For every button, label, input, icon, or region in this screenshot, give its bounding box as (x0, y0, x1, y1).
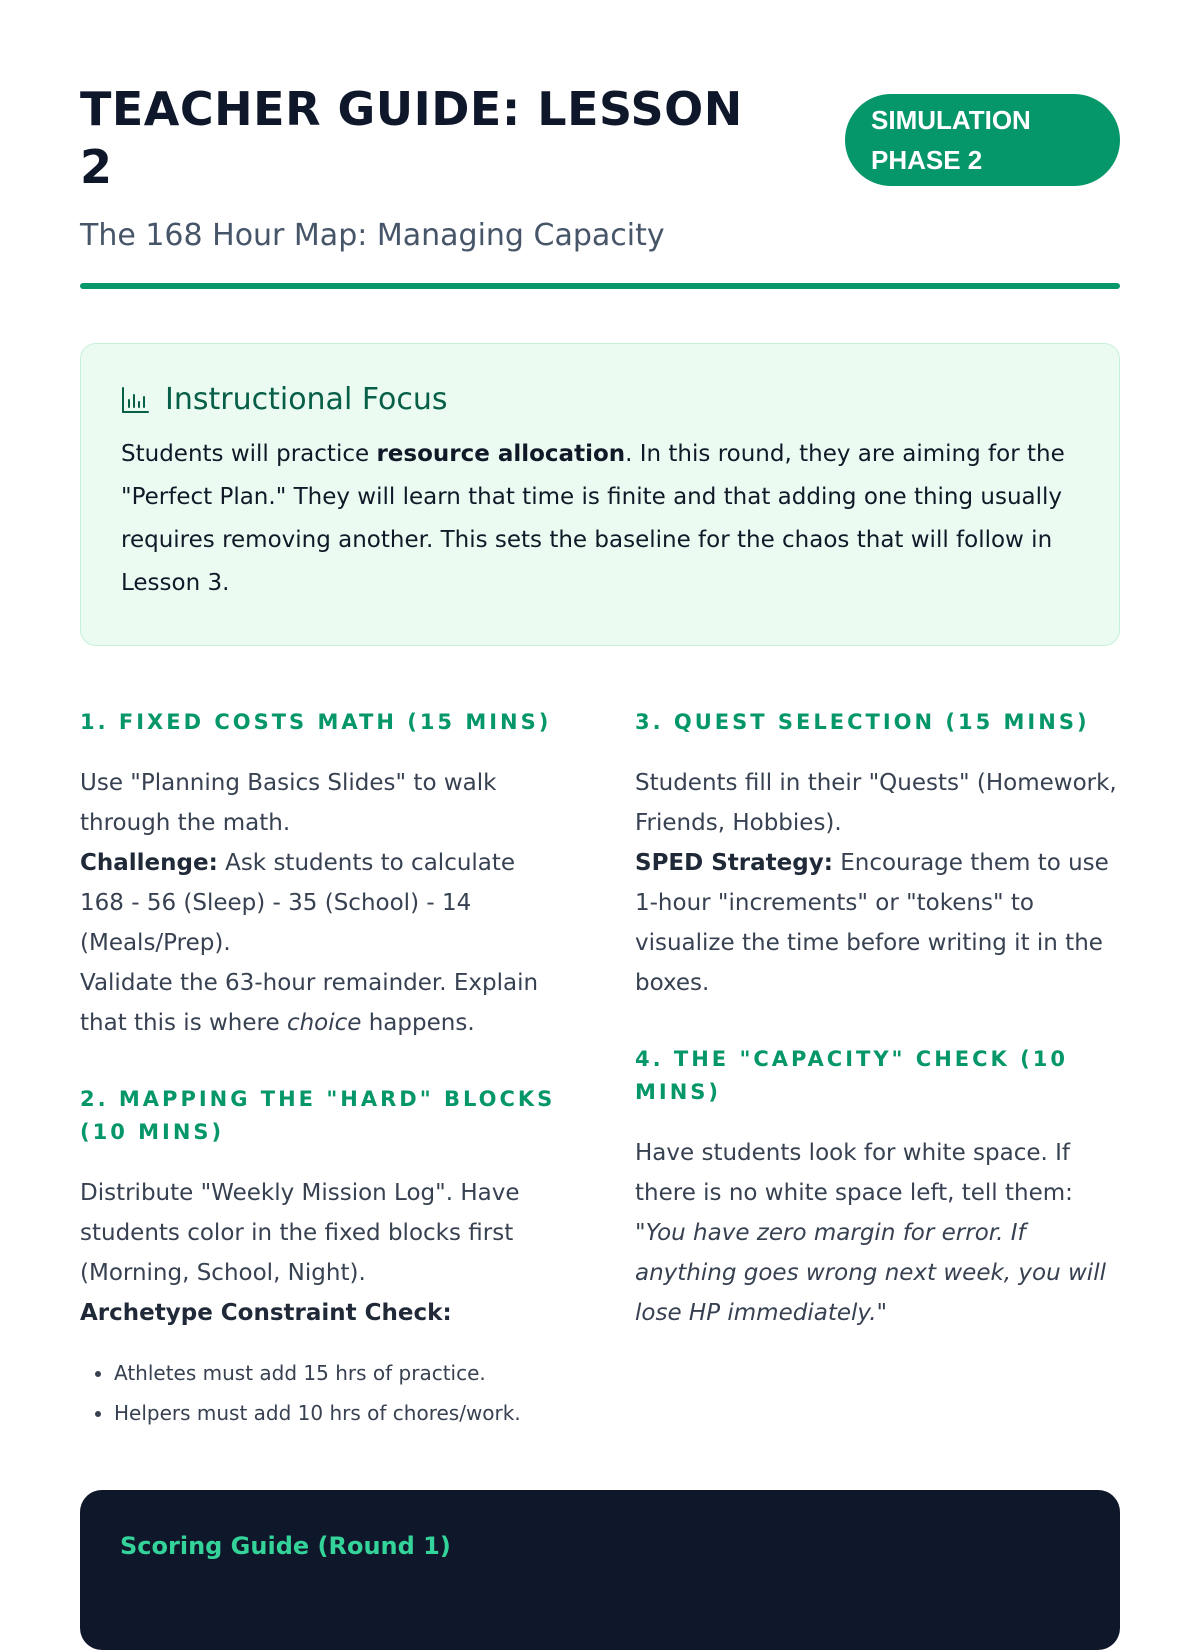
page-title: TEACHER GUIDE: LESSON 2 (80, 82, 743, 194)
list-item: • Athletes must add 15 hrs of practice. (114, 1353, 565, 1393)
focus-text-part-1: Students will practice (121, 441, 377, 467)
focus-text (121, 433, 1079, 605)
section-3-body (635, 763, 1120, 1003)
teacher-guide-page (80, 80, 1120, 1433)
section-2-body (80, 1173, 565, 1333)
section-2-constraint-label: Archetype Constraint Check: (80, 1300, 452, 1326)
sections-columns (80, 706, 1120, 1433)
section-1-line-1: Use "Planning Basics Slides" to walk through the math. (80, 770, 497, 836)
page-header (80, 80, 1120, 196)
section-3-title: 3. QUEST SELECTION (15 MINS) (635, 710, 1090, 734)
right-column (635, 706, 1120, 1433)
section-2-title: 2. MAPPING THE "HARD" BLOCKS (10 MINS) (80, 1087, 556, 1144)
section-1-challenge-label: Challenge: (80, 850, 218, 876)
section-1-line-2: Ask students to calculate 168 - 56 (Sleep) - 35 (School) - 14 (Meals/Prep). (80, 850, 516, 956)
section-3-line-2: Encourage them to use 1-hour "increments" or "tokens" to visualize the time before writing it in the boxes. (635, 850, 1109, 996)
section-1-line-3b: happens. (361, 1010, 475, 1036)
focus-header (121, 382, 1079, 417)
section-4-line-1: Have students look for white space. If there is no white space left, tell them: (635, 1140, 1073, 1206)
list-item: • Helpers must add 10 hrs of chores/work. (114, 1393, 565, 1433)
phase-badge: SIMULATION PHASE 2 (845, 94, 1120, 186)
left-column (80, 706, 565, 1433)
section-4-quote: "You have zero margin for error. If anything goes wrong next week, you will lose HP immediately." (635, 1220, 1106, 1326)
constraint-list (80, 1353, 565, 1433)
header-divider (80, 283, 1120, 289)
section-1-body (80, 763, 565, 1043)
page-subtitle: The 168 Hour Map: Managing Capacity (80, 218, 665, 253)
scoring-guide-title: Scoring Guide (Round 1) (120, 1532, 451, 1560)
section-1-title: 1. FIXED COSTS MATH (15 MINS) (80, 710, 552, 734)
section-1-line-3a: Validate the 63-hour remainder. Explain that this is where (80, 970, 539, 1036)
bar-chart-icon (121, 386, 149, 414)
focus-title: Instructional Focus (165, 382, 448, 417)
section-3-sped-label: SPED Strategy: (635, 850, 833, 876)
focus-text-part-2: . In this round, they are aiming for the "Perfect Plan." They will learn that time is finite and that adding one thing usually requires removing another. This sets the baseline for the chaos that will follow in Lesson 3. (121, 441, 1065, 596)
section-4-title: 4. THE "CAPACITY" CHECK (10 MINS) (635, 1047, 1068, 1104)
section-2-line-1: Distribute "Weekly Mission Log". Have students color in the fixed blocks first (Morning, School, Night). (80, 1180, 520, 1286)
section-3-line-1: Students fill in their "Quests" (Homework, Friends, Hobbies). (635, 770, 1117, 836)
scoring-guide-panel (80, 1490, 1120, 1650)
section-4-body (635, 1133, 1120, 1333)
section-1-choice-word: choice (286, 1010, 362, 1036)
instructional-focus-card (80, 343, 1120, 646)
focus-text-bold: resource allocation (376, 441, 626, 467)
